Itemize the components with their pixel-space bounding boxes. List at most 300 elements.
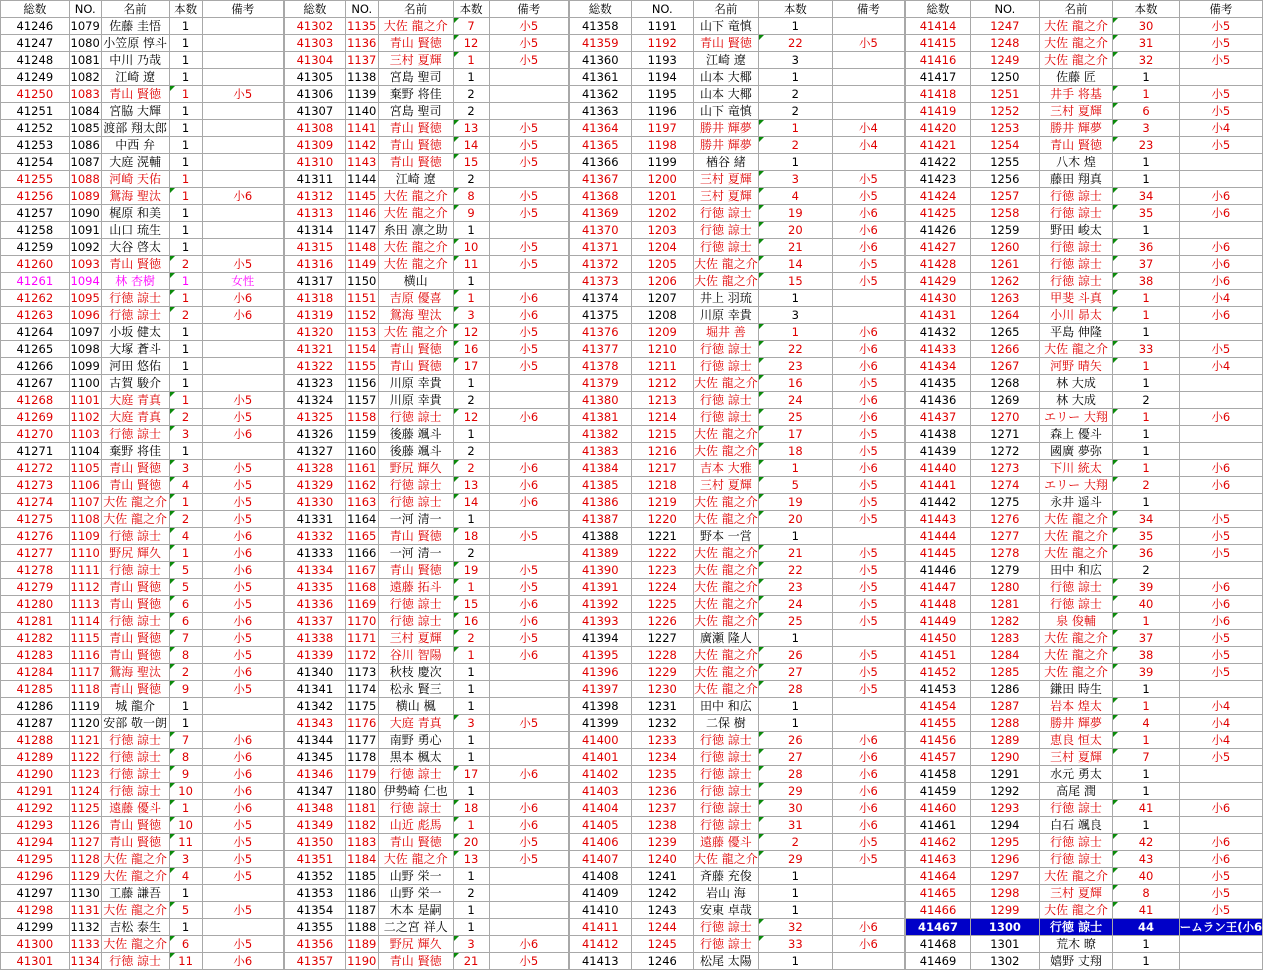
cell-note xyxy=(1179,426,1262,443)
cell-total: 41253 xyxy=(1,137,70,154)
cell-name: 山下 竜慎 xyxy=(693,103,758,120)
cell-total: 41442 xyxy=(906,494,971,511)
cell-no: 1219 xyxy=(631,494,693,511)
cell-count: 8 xyxy=(169,749,202,766)
cell-count: 1 xyxy=(169,35,202,52)
cell-total: 41345 xyxy=(285,749,346,766)
cell-no: 1188 xyxy=(347,920,377,934)
table-row xyxy=(570,885,905,902)
cell-name: 大佐 龍之介 xyxy=(378,239,453,256)
cell-total: 41368 xyxy=(570,188,632,205)
table-row xyxy=(906,256,1263,273)
table-row xyxy=(1,647,284,664)
cell-no: 1158 xyxy=(347,410,377,424)
cell-total: 41336 xyxy=(285,596,346,613)
table-row xyxy=(570,171,905,188)
cell-name: 吉本 大雅 xyxy=(693,460,758,477)
cell-total: 41328 xyxy=(285,460,346,477)
cell-note: 小5 xyxy=(1179,35,1262,52)
cell-no: 1186 xyxy=(347,886,377,900)
table-row xyxy=(570,647,905,664)
cell-no: 1224 xyxy=(631,579,693,596)
cell-no: 1102 xyxy=(70,410,100,424)
cell-note: 小5 xyxy=(202,834,283,851)
cell-total: 41247 xyxy=(1,35,70,52)
cell-no: 1242 xyxy=(631,885,693,902)
cell-note: 小6 xyxy=(832,766,904,783)
cell-count: 20 xyxy=(758,222,832,239)
table-row xyxy=(906,511,1263,528)
cell-no: 1140 xyxy=(347,104,377,118)
cell-total: 41252 xyxy=(1,120,70,137)
cell-no: 1117 xyxy=(70,665,100,679)
table-row xyxy=(1,256,284,273)
cell-note: 小6 xyxy=(489,409,569,426)
cell-count: 18 xyxy=(453,528,489,545)
cell-note xyxy=(489,749,569,766)
cell-count: 33 xyxy=(1113,341,1179,358)
cell-count: 21 xyxy=(758,545,832,562)
cell-note xyxy=(1179,681,1262,698)
cell-note xyxy=(489,443,569,460)
cell-note: 小5 xyxy=(1179,528,1262,545)
cell-count: 1 xyxy=(453,664,489,681)
cell-note: 小5 xyxy=(832,596,904,613)
cell-count: 2 xyxy=(453,545,489,562)
cell-note: 小6 xyxy=(832,817,904,834)
cell-note: 小5 xyxy=(832,256,904,273)
cell-total: 41355 xyxy=(285,919,346,936)
cell-total: 41399 xyxy=(570,715,632,732)
cell-count: 38 xyxy=(1113,273,1179,290)
cell-name: 國廣 夢弥 xyxy=(1039,443,1113,460)
table-row xyxy=(285,868,569,885)
cell-count: 32 xyxy=(1113,52,1179,69)
cell-no: 1115 xyxy=(70,631,100,645)
cell-name: 三村 夏輝 xyxy=(378,630,453,647)
table-row xyxy=(1,324,284,341)
cell-no: 1105 xyxy=(70,461,100,475)
cell-total: 41359 xyxy=(570,35,632,52)
cell-total: 41307 xyxy=(285,103,346,120)
cell-count: 23 xyxy=(758,358,832,375)
cell-total: 41277 xyxy=(1,545,70,562)
cell-no: 1195 xyxy=(631,86,693,103)
cell-note xyxy=(832,885,904,902)
cell-total: 41469 xyxy=(906,953,971,970)
cell-no: 1183 xyxy=(347,835,377,849)
cell-no: 1228 xyxy=(631,647,693,664)
cell-total: 41438 xyxy=(906,426,971,443)
cell-note xyxy=(489,545,569,562)
table-row xyxy=(285,494,569,511)
cell-total: 41421 xyxy=(906,137,971,154)
cell-note: 小6 xyxy=(1179,256,1262,273)
cell-note xyxy=(832,154,904,171)
table-row xyxy=(906,919,1263,936)
cell-no: 1101 xyxy=(70,393,100,407)
cell-total: 41392 xyxy=(570,596,632,613)
cell-note: 小6 xyxy=(832,732,904,749)
cell-name: 大佐 龍之介 xyxy=(378,205,453,222)
cell-count: 6 xyxy=(169,596,202,613)
cell-total: 41335 xyxy=(285,579,346,596)
cell-name: 青山 賢徳 xyxy=(378,562,453,579)
cell-count: 16 xyxy=(758,375,832,392)
cell-count: 2 xyxy=(758,834,832,851)
cell-count: 1 xyxy=(453,749,489,766)
cell-name: エリー 大翔 xyxy=(1039,477,1113,494)
cell-total: 41320 xyxy=(285,324,346,341)
cell-total: 41343 xyxy=(285,715,346,732)
cell-no: 1286 xyxy=(971,681,1040,698)
cell-count: 23 xyxy=(758,579,832,596)
cell-total: 41414 xyxy=(906,18,971,35)
cell-total: 41248 xyxy=(1,52,70,69)
cell-no: 1091 xyxy=(70,223,100,237)
cell-no: 1285 xyxy=(971,664,1040,681)
cell-name: 行徳 諒士 xyxy=(101,953,169,970)
table-row xyxy=(570,766,905,783)
cell-name: 遠藤 優斗 xyxy=(101,800,169,817)
cell-name: 恵良 恒太 xyxy=(1039,732,1113,749)
cell-no: 1225 xyxy=(631,596,693,613)
cell-total: 41409 xyxy=(570,885,632,902)
table-row xyxy=(1,222,284,239)
cell-note xyxy=(1179,783,1262,800)
cell-name: 田中 和広 xyxy=(693,698,758,715)
cell-total: 41316 xyxy=(285,256,346,273)
cell-total: 41429 xyxy=(906,273,971,290)
cell-count: 1 xyxy=(169,18,202,35)
cell-note xyxy=(202,698,283,715)
table-row xyxy=(285,409,569,426)
table-row xyxy=(570,52,905,69)
table-row xyxy=(570,86,905,103)
table-row xyxy=(1,630,284,647)
record-table-1 xyxy=(0,0,284,970)
cell-note: 小5 xyxy=(489,205,569,222)
cell-total: 41293 xyxy=(1,817,70,834)
cell-note xyxy=(202,375,283,392)
table-row xyxy=(570,783,905,800)
cell-name: 行徳 諒士 xyxy=(1039,596,1113,613)
cell-note xyxy=(832,953,904,970)
cell-name: 青山 賢徳 xyxy=(378,358,453,375)
table-row xyxy=(285,885,569,902)
cell-count: 1 xyxy=(1113,154,1179,171)
cell-no: 1081 xyxy=(70,53,100,67)
cell-total: 41305 xyxy=(285,69,346,86)
table-row xyxy=(906,664,1263,681)
cell-note: 小5 xyxy=(1179,52,1262,69)
cell-name: 江崎 遼 xyxy=(378,171,453,188)
cell-no: 1166 xyxy=(347,546,377,560)
cell-name: 宮島 聖司 xyxy=(378,103,453,120)
cell-total: 41306 xyxy=(285,86,346,103)
cell-name: 後藤 颯斗 xyxy=(378,443,453,460)
cell-count: 24 xyxy=(758,596,832,613)
table-row xyxy=(285,35,569,52)
table-row xyxy=(570,18,905,35)
cell-note: 女性 xyxy=(202,273,283,290)
cell-count: 1 xyxy=(453,817,489,834)
cell-name: 青山 賢徳 xyxy=(101,834,169,851)
cell-no: 1127 xyxy=(70,835,100,849)
cell-note: 小6 xyxy=(832,341,904,358)
cell-count: 23 xyxy=(1113,137,1179,154)
cell-note: 小6 xyxy=(832,919,904,936)
cell-note: 小5 xyxy=(832,477,904,494)
cell-note xyxy=(832,290,904,307)
cell-note: 小5 xyxy=(832,834,904,851)
cell-no: 1205 xyxy=(631,256,693,273)
cell-name: 勝井 輝夢 xyxy=(693,120,758,137)
cell-total: 41390 xyxy=(570,562,632,579)
cell-note xyxy=(489,511,569,528)
header-total: 総数 xyxy=(570,1,632,18)
cell-no: 1155 xyxy=(347,359,377,373)
cell-name: 荒木 暸 xyxy=(1039,936,1113,953)
cell-name: 行徳 諒士 xyxy=(1039,800,1113,817)
cell-count: 4 xyxy=(169,477,202,494)
cell-no: 1162 xyxy=(347,478,377,492)
cell-note: 小5 xyxy=(202,392,283,409)
cell-no: 1145 xyxy=(347,189,377,203)
cell-total: 41398 xyxy=(570,698,632,715)
cell-no: 1141 xyxy=(347,121,377,135)
cell-count: 1 xyxy=(169,341,202,358)
cell-note: 小5 xyxy=(202,681,283,698)
cell-note: 小4 xyxy=(1179,732,1262,749)
cell-no: 1123 xyxy=(70,767,100,781)
cell-count: 19 xyxy=(758,494,832,511)
cell-count: 6 xyxy=(1113,103,1179,120)
cell-note xyxy=(202,69,283,86)
table-row xyxy=(906,273,1263,290)
table-row xyxy=(570,239,905,256)
cell-name: 大佐 龍之介 xyxy=(1039,868,1113,885)
cell-note xyxy=(489,171,569,188)
table-row xyxy=(1,817,284,834)
cell-note xyxy=(202,341,283,358)
cell-count: 17 xyxy=(758,426,832,443)
cell-name: 行徳 諒士 xyxy=(378,800,453,817)
cell-total: 41303 xyxy=(285,35,346,52)
cell-total: 41382 xyxy=(570,426,632,443)
cell-total: 41420 xyxy=(906,120,971,137)
cell-no: 1282 xyxy=(971,613,1040,630)
cell-name: 行徳 諒士 xyxy=(101,749,169,766)
cell-no: 1197 xyxy=(631,120,693,137)
cell-name: 行徳 諒士 xyxy=(693,817,758,834)
cell-note: 小5 xyxy=(202,511,283,528)
cell-total: 41435 xyxy=(906,375,971,392)
cell-no: 1239 xyxy=(631,834,693,851)
cell-no: 1106 xyxy=(70,478,100,492)
cell-note xyxy=(832,103,904,120)
cell-total: 41446 xyxy=(906,562,971,579)
cell-name: 佐藤 圭悟 xyxy=(101,18,169,35)
cell-name: 吉原 優喜 xyxy=(378,290,453,307)
cell-note: 小6 xyxy=(489,290,569,307)
cell-note: 小5 xyxy=(832,273,904,290)
cell-note: 小6 xyxy=(832,936,904,953)
cell-name: 河崎 天佑 xyxy=(101,171,169,188)
cell-name: 大佐 龍之介 xyxy=(693,444,758,458)
cell-note: 小5 xyxy=(489,528,569,545)
cell-total: 41403 xyxy=(570,783,632,800)
cell-name: 山近 彪馬 xyxy=(378,817,453,834)
table-row xyxy=(906,18,1263,35)
cell-name: 勝井 輝夢 xyxy=(1039,120,1113,137)
table-row xyxy=(1,273,284,290)
cell-name: 青山 賢徳 xyxy=(378,953,453,970)
cell-name: 大佐 龍之介 xyxy=(693,546,758,560)
cell-no: 1119 xyxy=(70,699,100,713)
cell-total: 41329 xyxy=(285,477,346,494)
cell-note xyxy=(202,35,283,52)
cell-total: 41465 xyxy=(906,885,971,902)
cell-name: 大佐 龍之介 xyxy=(693,427,758,441)
cell-name: 行徳 諒士 xyxy=(101,613,169,630)
cell-name: 青山 賢徳 xyxy=(101,460,169,477)
cell-count: 29 xyxy=(758,783,832,800)
cell-name: 行徳 諒士 xyxy=(693,800,758,817)
cell-no: 1104 xyxy=(70,444,100,458)
cell-no: 1132 xyxy=(70,920,100,934)
cell-name: 青山 賢徳 xyxy=(378,528,453,545)
cell-no: 1148 xyxy=(347,240,377,254)
cell-count: 1 xyxy=(758,324,832,341)
cell-total: 41367 xyxy=(570,171,632,188)
cell-total: 41296 xyxy=(1,868,70,885)
cell-no: 1151 xyxy=(347,291,377,305)
cell-note: 小5 xyxy=(832,443,904,460)
cell-total: 41428 xyxy=(906,256,971,273)
cell-count: 4 xyxy=(1113,715,1179,732)
header-note: 備考 xyxy=(202,1,283,18)
cell-name: 木本 是嗣 xyxy=(378,902,453,919)
cell-note: 小5 xyxy=(202,936,283,953)
cell-note: 小5 xyxy=(832,511,904,528)
cell-no: 1168 xyxy=(347,580,377,594)
cell-name: 野田 峻太 xyxy=(1039,222,1113,239)
table-row xyxy=(285,171,569,188)
cell-name: 中川 乃哉 xyxy=(101,52,169,69)
cell-no: 1271 xyxy=(971,426,1040,443)
cell-no: 1278 xyxy=(971,545,1040,562)
cell-total: 41326 xyxy=(285,426,346,443)
cell-total: 41256 xyxy=(1,188,70,205)
table-row xyxy=(285,630,569,647)
table-row xyxy=(570,69,905,86)
table-row xyxy=(570,800,905,817)
cell-total: 41455 xyxy=(906,715,971,732)
header-name: 名前 xyxy=(101,1,169,18)
cell-note xyxy=(1179,154,1262,171)
cell-no: 1227 xyxy=(631,630,693,647)
cell-name: 大佐 龍之介 xyxy=(693,257,758,271)
cell-count: 11 xyxy=(453,256,489,273)
cell-note: 小5 xyxy=(202,579,283,596)
cell-name: 行徳 諒士 xyxy=(693,766,758,783)
cell-name: 嬉野 丈翔 xyxy=(1039,953,1113,970)
cell-no: 1206 xyxy=(631,273,693,290)
table-row xyxy=(285,375,569,392)
cell-count: 7 xyxy=(169,732,202,749)
cell-count: 2 xyxy=(453,86,489,103)
table-row xyxy=(570,698,905,715)
cell-total: 41318 xyxy=(285,290,346,307)
cell-note: 小4 xyxy=(1179,120,1262,137)
cell-count: 10 xyxy=(169,817,202,834)
cell-no: 1142 xyxy=(347,138,377,152)
cell-name: 大佐 龍之介 xyxy=(101,494,169,511)
cell-count: 15 xyxy=(453,596,489,613)
cell-total: 41394 xyxy=(570,630,632,647)
cell-name: 井手 将基 xyxy=(1039,86,1113,103)
cell-no: 1165 xyxy=(347,529,377,543)
cell-total: 41393 xyxy=(570,613,632,630)
cell-total: 41431 xyxy=(906,307,971,324)
cell-note xyxy=(202,171,283,188)
cell-count: 2 xyxy=(1113,562,1179,579)
cell-total: 41347 xyxy=(285,783,346,800)
cell-note: 小5 xyxy=(832,188,904,205)
cell-name: 大佐 龍之介 xyxy=(1039,35,1113,52)
cell-total: 41427 xyxy=(906,239,971,256)
cell-name: 大佐 龍之介 xyxy=(693,665,758,679)
cell-name: 小坂 健太 xyxy=(101,324,169,341)
cell-total: 41385 xyxy=(570,477,632,494)
cell-no: 1080 xyxy=(70,36,100,50)
cell-note: 小5 xyxy=(489,52,569,69)
cell-no: 1146 xyxy=(347,206,377,220)
cell-note xyxy=(489,919,569,936)
cell-count: 1 xyxy=(169,222,202,239)
table-row xyxy=(906,409,1263,426)
table-row xyxy=(285,120,569,137)
cell-note: 小6 xyxy=(202,783,283,800)
table-row xyxy=(1,545,284,562)
cell-name: 城 龍介 xyxy=(101,698,169,715)
table-row xyxy=(1,443,284,460)
cell-total: 41443 xyxy=(906,511,971,528)
cell-total: 41433 xyxy=(906,341,971,358)
cell-no: 1174 xyxy=(347,682,377,696)
cell-no: 1301 xyxy=(971,936,1040,953)
cell-note xyxy=(1179,936,1262,953)
cell-count: 1 xyxy=(758,902,832,919)
table-row xyxy=(906,936,1263,953)
table-row xyxy=(285,664,569,681)
table-row xyxy=(570,358,905,375)
cell-no: 1263 xyxy=(971,290,1040,307)
cell-name: 二之宮 祥人 xyxy=(378,919,453,936)
cell-no: 1280 xyxy=(971,579,1040,596)
cell-count: 4 xyxy=(169,528,202,545)
cell-note: 小5 xyxy=(489,562,569,579)
cell-note: 小5 xyxy=(202,477,283,494)
cell-no: 1202 xyxy=(631,205,693,222)
cell-no: 1103 xyxy=(70,427,100,441)
cell-no: 1258 xyxy=(971,205,1040,222)
cell-note: 小5 xyxy=(832,579,904,596)
cell-note: 小5 xyxy=(489,341,569,358)
cell-no: 1279 xyxy=(971,562,1040,579)
cell-note: 小5 xyxy=(202,851,283,868)
